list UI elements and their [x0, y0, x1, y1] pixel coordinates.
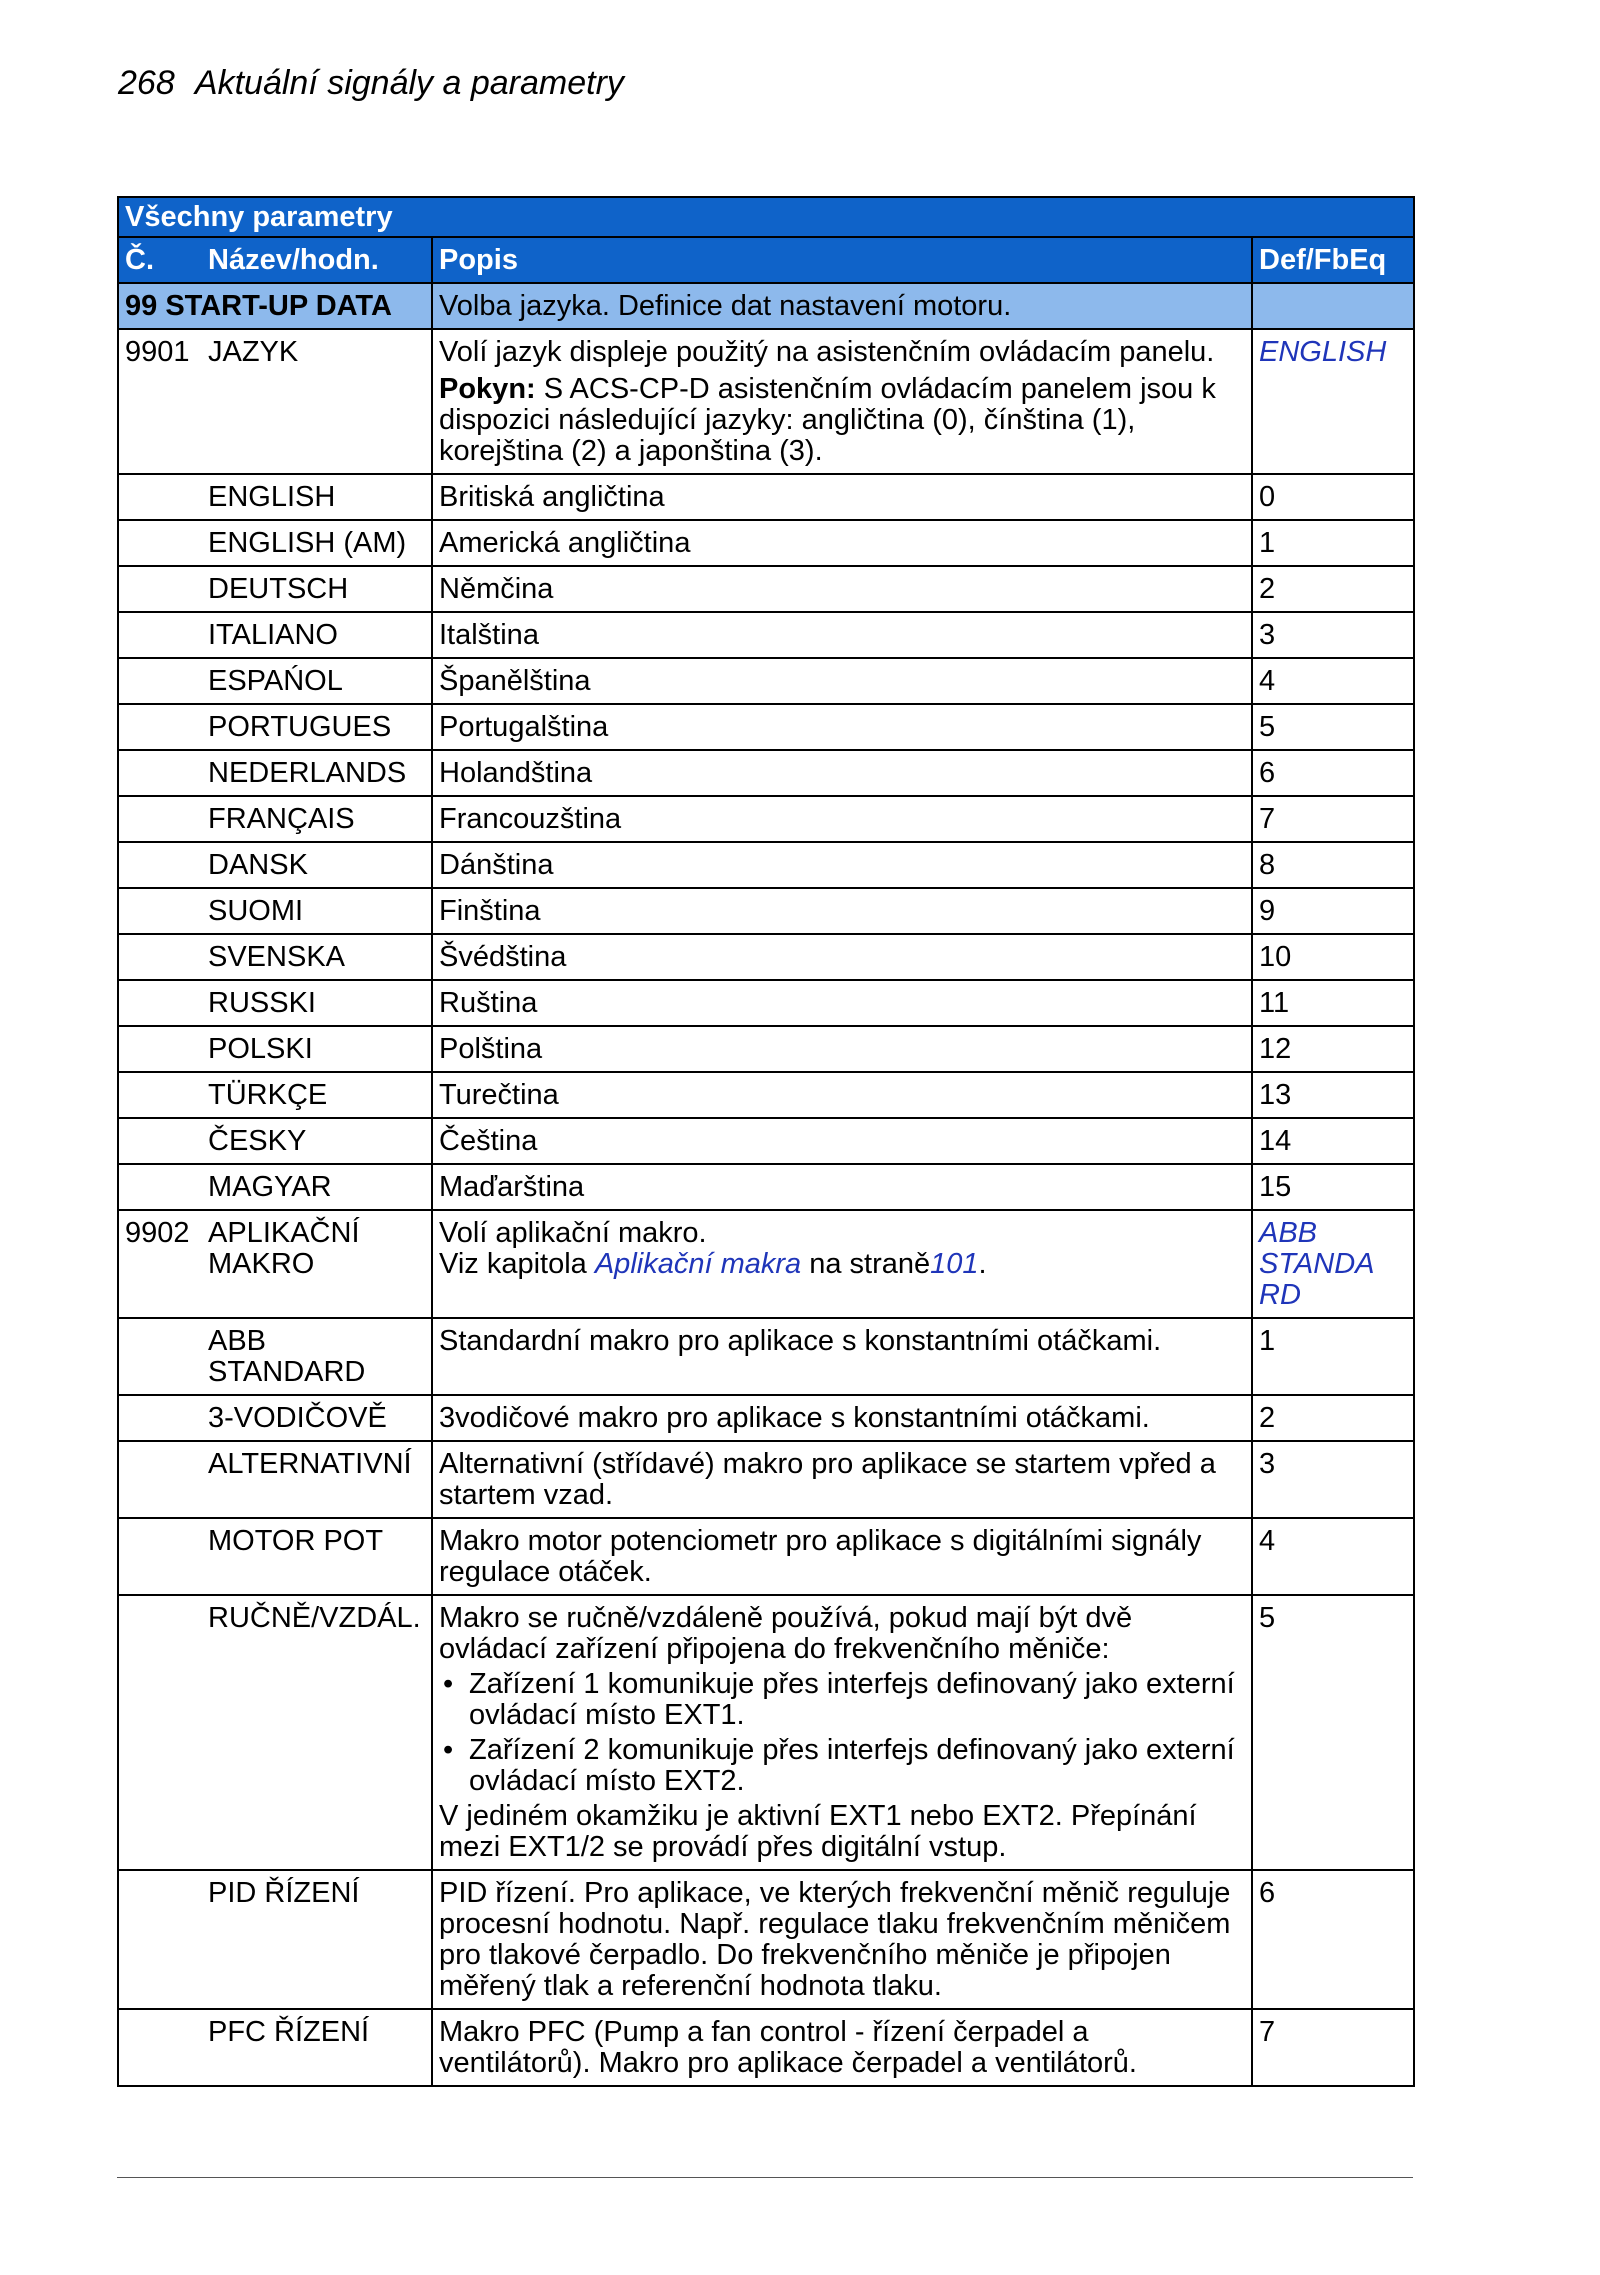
page-number: 268	[118, 64, 175, 102]
param-number: 9901	[118, 329, 202, 474]
value-fbeq: 2	[1252, 1395, 1414, 1441]
column-header-def: Def/FbEq	[1252, 237, 1414, 283]
value-desc: Holandština	[432, 750, 1252, 796]
param-desc-text: Volí aplikační makro.	[439, 1217, 707, 1249]
value-fbeq: 11	[1252, 980, 1414, 1026]
value-fbeq: 4	[1252, 1518, 1414, 1595]
value-desc: Maďarština	[432, 1164, 1252, 1210]
value-desc: Švédština	[432, 934, 1252, 980]
note-text: S ACS-CP-D asistenčním ovládacím panelem jsou k dispozici následující jazyky: angličtina (0), čínština (1), korejština (2) a japonština (3).	[439, 373, 1216, 467]
value-fbeq: 5	[1252, 704, 1414, 750]
table-row	[118, 1395, 1414, 1441]
value-name: ENGLISH (AM)	[202, 520, 432, 566]
ref-suffix: .	[978, 1248, 987, 1280]
value-fbeq: 5	[1252, 1595, 1414, 1870]
table-row	[118, 658, 1414, 704]
table-row	[118, 1595, 1414, 1870]
group-row	[118, 283, 1414, 329]
value-fbeq: 3	[1252, 612, 1414, 658]
group-def	[1252, 283, 1414, 329]
value-desc: Polština	[432, 1026, 1252, 1072]
value-name: ENGLISH	[202, 474, 432, 520]
page-header	[118, 64, 624, 103]
value-fbeq: 1	[1252, 520, 1414, 566]
value-desc-text: V jediném okamžiku je aktivní EXT1 nebo EXT2. Přepínání mezi EXT1/2 se provádí přes digitální vstup.	[439, 1800, 1197, 1863]
table-row	[118, 1518, 1414, 1595]
value-fbeq: 6	[1252, 750, 1414, 796]
value-name: DEUTSCH	[202, 566, 432, 612]
value-fbeq: 12	[1252, 1026, 1414, 1072]
value-desc: Americká angličtina	[432, 520, 1252, 566]
table-row	[118, 1072, 1414, 1118]
table-row	[118, 1318, 1414, 1395]
table-row	[118, 888, 1414, 934]
value-name: ABB STANDARD	[202, 1318, 432, 1395]
value-name: PID ŘÍZENÍ	[202, 1870, 432, 2009]
value-fbeq: 1	[1252, 1318, 1414, 1395]
table-row	[118, 612, 1414, 658]
value-name: ALTERNATIVNÍ	[202, 1441, 432, 1518]
bullet-item: • Zařízení 1 komunikuje přes interfejs definovaný jako externí ovládací místo EXT1.	[469, 1669, 1245, 1731]
group-desc: Volba jazyka. Definice dat nastavení motoru.	[432, 283, 1252, 329]
value-fbeq: 7	[1252, 796, 1414, 842]
param-name: JAZYK	[202, 329, 432, 474]
value-name: MAGYAR	[202, 1164, 432, 1210]
param-row-9902	[118, 1210, 1414, 1318]
link-page-101[interactable]: 101	[930, 1248, 979, 1280]
value-fbeq: 2	[1252, 566, 1414, 612]
param-default: ABB STANDA RD	[1252, 1210, 1414, 1318]
param-name: APLIKAČNÍ MAKRO	[202, 1210, 432, 1318]
value-desc: Makro PFC (Pump a fan control - řízení čerpadel a ventilátorů). Makro pro aplikace čerpadel a ventilátorů.	[432, 2009, 1252, 2086]
value-desc-text: Makro se ručně/vzdáleně používá, pokud mají být dvě ovládací zařízení připojena do frekvenčního měniče:	[439, 1602, 1133, 1665]
table-title: Všechny parametry	[118, 197, 1414, 237]
table-row	[118, 1441, 1414, 1518]
value-fbeq: 8	[1252, 842, 1414, 888]
value-name: RUČNĚ/VZDÁL.	[202, 1595, 432, 1870]
table-row	[118, 566, 1414, 612]
value-name: POLSKI	[202, 1026, 432, 1072]
value-desc: Finština	[432, 888, 1252, 934]
value-fbeq: 7	[1252, 2009, 1414, 2086]
ref-mid: na straně	[801, 1248, 931, 1280]
table-row	[118, 1870, 1414, 2009]
value-fbeq: 13	[1252, 1072, 1414, 1118]
table-header-row	[118, 237, 1414, 283]
value-name: MOTOR POT	[202, 1518, 432, 1595]
param-desc-text: Volí jazyk displeje použitý na asistenčním ovládacím panelu.	[439, 336, 1215, 368]
param-row-9901	[118, 329, 1414, 474]
value-desc: Španělština	[432, 658, 1252, 704]
param-number: 9902	[118, 1210, 202, 1318]
column-header-no: Č.	[118, 237, 202, 283]
value-name: SVENSKA	[202, 934, 432, 980]
table-row	[118, 796, 1414, 842]
value-fbeq: 6	[1252, 1870, 1414, 2009]
table-row	[118, 1118, 1414, 1164]
value-name: TÜRKÇE	[202, 1072, 432, 1118]
link-aplikacni-makra[interactable]: Aplikační makra	[594, 1248, 802, 1280]
value-desc: Italština	[432, 612, 1252, 658]
value-desc: Alternativní (střídavé) makro pro aplikace se startem vpřed a startem vzad.	[432, 1441, 1252, 1518]
value-name: NEDERLANDS	[202, 750, 432, 796]
value-fbeq: 14	[1252, 1118, 1414, 1164]
parameters-table	[117, 196, 1415, 2087]
bullet-list	[439, 1669, 1245, 1797]
param-desc-ref	[439, 1249, 1245, 1280]
value-fbeq: 10	[1252, 934, 1414, 980]
table-row	[118, 704, 1414, 750]
group-label: 99 START-UP DATA	[118, 283, 432, 329]
bullet-item: • Zařízení 2 komunikuje přes interfejs definovaný jako externí ovládací místo EXT2.	[469, 1735, 1245, 1797]
column-header-name: Název/hodn.	[202, 237, 432, 283]
value-desc: 3vodičové makro pro aplikace s konstantními otáčkami.	[432, 1395, 1252, 1441]
value-desc: Britiská angličtina	[432, 474, 1252, 520]
ref-prefix: Viz kapitola	[439, 1248, 595, 1280]
value-name: RUSSKI	[202, 980, 432, 1026]
table-row	[118, 750, 1414, 796]
language-rows	[118, 474, 1414, 1210]
param-default: ENGLISH	[1252, 329, 1414, 474]
table-row	[118, 842, 1414, 888]
value-name: DANSK	[202, 842, 432, 888]
value-desc: Portugalština	[432, 704, 1252, 750]
value-name: PFC ŘÍZENÍ	[202, 2009, 432, 2086]
value-desc: Makro motor potenciometr pro aplikace s digitálními signály regulace otáček.	[432, 1518, 1252, 1595]
value-desc: Dánština	[432, 842, 1252, 888]
value-name: 3-VODIČOVĚ	[202, 1395, 432, 1441]
page-title: Aktuální signály a parametry	[194, 64, 624, 102]
value-name: ČESKY	[202, 1118, 432, 1164]
param-desc	[432, 329, 1252, 474]
footer-divider	[117, 2177, 1413, 2178]
value-desc: Francouzština	[432, 796, 1252, 842]
param-note	[439, 374, 1245, 467]
value-desc: Němčina	[432, 566, 1252, 612]
value-fbeq: 9	[1252, 888, 1414, 934]
table-row	[118, 1026, 1414, 1072]
value-desc: Čeština	[432, 1118, 1252, 1164]
table-row	[118, 474, 1414, 520]
value-desc: Ruština	[432, 980, 1252, 1026]
value-desc: Standardní makro pro aplikace s konstantními otáčkami.	[432, 1318, 1252, 1395]
value-fbeq: 15	[1252, 1164, 1414, 1210]
note-label: Pokyn:	[439, 373, 536, 405]
value-desc	[432, 1595, 1252, 1870]
param-desc	[432, 1210, 1252, 1318]
table-row	[118, 934, 1414, 980]
value-fbeq: 4	[1252, 658, 1414, 704]
table-title-row	[118, 197, 1414, 237]
column-header-desc: Popis	[432, 237, 1252, 283]
value-desc: Turečtina	[432, 1072, 1252, 1118]
value-name: SUOMI	[202, 888, 432, 934]
value-name: ITALIANO	[202, 612, 432, 658]
value-name: FRANÇAIS	[202, 796, 432, 842]
table-row	[118, 980, 1414, 1026]
table-row	[118, 520, 1414, 566]
value-fbeq: 3	[1252, 1441, 1414, 1518]
table-row	[118, 1164, 1414, 1210]
value-desc: PID řízení. Pro aplikace, ve kterých frekvenční měnič reguluje procesní hodnotu. Např. regulace tlaku frekvenčním měničem pro tlakové čerpadlo. Do frekvenčního měniče je připojen měřený tlak a referenční hodnota tlaku.	[432, 1870, 1252, 2009]
value-name: PORTUGUES	[202, 704, 432, 750]
value-fbeq: 0	[1252, 474, 1414, 520]
value-name: ESPAŃOL	[202, 658, 432, 704]
table-row	[118, 2009, 1414, 2086]
